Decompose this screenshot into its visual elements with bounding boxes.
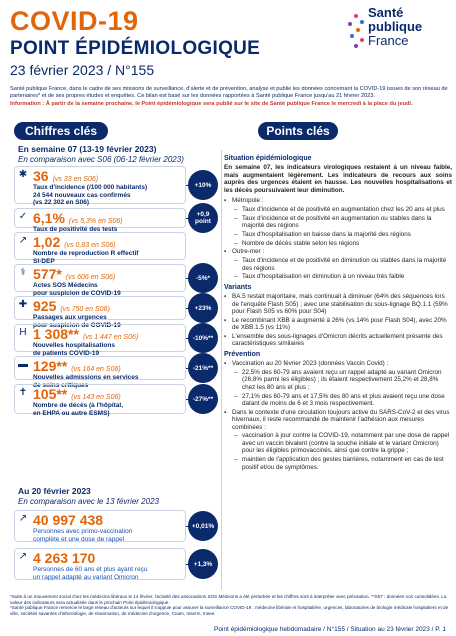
- kpi-label: Nouvelles hospitalisations: [33, 342, 115, 349]
- kpi-value: [33, 358, 121, 374]
- vax-label: Personnes de 60 ans et plus ayant reçu: [33, 566, 148, 573]
- variant-item: ▪ BA.5 restait majoritaire, mais continuait à diminuer (64% des séquences lors de l'enquête Flash S05) ; avec une stabilisation du sous-lignage BQ.1.1 (59% pour Flash S05 vs 60% pour S04): [224, 293, 452, 315]
- kpi-value: [33, 386, 121, 402]
- kpi-number: 105**: [33, 386, 68, 402]
- kpi-value: [33, 234, 116, 250]
- kpi-card: [14, 208, 186, 233]
- logo-line3: France: [368, 33, 409, 48]
- kpi-label3: (vs 22 302 en S06): [33, 199, 90, 206]
- kpi-change-badge: +0,9 point: [188, 203, 218, 233]
- om-label: ▪ Outre-mer :: [224, 248, 452, 255]
- kpi-label: Actes SOS Médecins: [33, 282, 98, 289]
- vax-label2: un rappel adapté au variant Omicron: [33, 573, 139, 581]
- variants-list: [224, 293, 452, 348]
- om-item: – Taux d'incidence et de positivité en diminution ou stables dans la majorité des régions: [224, 257, 452, 272]
- metro-item: – Taux d'hospitalisation en baisse dans la majorité des régions: [224, 231, 452, 238]
- logo-line2: publique: [368, 19, 423, 34]
- ambulance-icon: ✚: [18, 299, 28, 310]
- kpi-change-badge: +23%: [188, 293, 218, 323]
- metro-item: – Taux d'incidence et de positivité en augmentation ou stables dans la majorité des régions: [224, 215, 452, 230]
- metro-label: ▪ Métropole :: [224, 197, 452, 204]
- prevention-intro: ▪ Vaccination au 20 février 2023 (données Vaccin Covid) :: [224, 360, 452, 367]
- points-cles-heading: Points clés: [258, 122, 338, 140]
- kpi-change-badge: -21%**: [188, 353, 218, 383]
- prevention-context: ▪ Dans le contexte d'une circulation toujours active du SARS-CoV-2 et des virus hivernaux, il reste recommandé de maintenir l'adhésion aux mesures combinées :: [224, 409, 452, 431]
- kpi-label2: en EHPA ou autre ESMS): [33, 409, 110, 417]
- kpi-label: Nombre de décès (à l'hôpital,: [33, 402, 124, 409]
- kpi-number: 6,1%: [33, 210, 65, 226]
- om-item: – Taux d'hospitalisation en diminution à un niveau très faible: [224, 273, 452, 280]
- vax-card: [14, 510, 186, 542]
- kpi-change-badge: -27%**: [188, 384, 218, 414]
- kpi-previous: (vs 1 447 en S06): [82, 334, 139, 341]
- variant-item: ▪ L'ensemble des sous-lignages d'Omicron décrits actuellement présente des caractéristiques similaires: [224, 333, 452, 348]
- kpi-label: Nombre de reproduction R effectif: [33, 250, 139, 257]
- kpi-label: Taux d'incidence (/100 000 habitants): [33, 184, 148, 191]
- document-title: COVID-19: [10, 6, 139, 36]
- kpi-label2: pour suspicion de COVID-19: [33, 321, 121, 329]
- situation-lead: En semaine 07, les indicateurs virologiques restaient à un niveau faible, mais augmentaient légèrement. Les indicateurs de recours aux soins auprès des urgences étaient en hausse. Les nouvelles hospitalisations et les décès poursuivaient leur diminution.: [224, 164, 452, 194]
- header: [10, 4, 450, 84]
- vax-card: [14, 548, 186, 580]
- kpi-previous: (vs 143 en S06): [71, 394, 121, 401]
- kpi-label2: pour suspicion de COVID-19: [33, 289, 121, 297]
- kpi-card: [14, 381, 186, 417]
- chart-icon: ↗: [18, 235, 28, 246]
- kpi-card: [14, 356, 186, 389]
- syringe-icon: ↗: [18, 513, 28, 524]
- kpi-number: 1 308**: [33, 326, 79, 342]
- kpi-value: [33, 298, 110, 314]
- footnote-1: *Suite à un mouvement social chez les médecins libéraux le 14 février, l'activité des associations SOS Médecins a été perturbée et les chiffres sont à interpréter avec précaution. **S07 : données non consolidées. La valeur des indicateurs sera actualisée dans le prochain Point épidémiologique.: [10, 594, 447, 605]
- kpi-label2: de soins critiques: [33, 381, 89, 389]
- prevention-list: [224, 360, 452, 471]
- chiffres-cles-heading: Chiffres clés: [14, 122, 108, 140]
- vax-value: 4 263 170: [33, 550, 96, 566]
- points-cles-content: [224, 152, 452, 472]
- sante-publique-france-logo: [346, 4, 456, 60]
- hospital-icon: H: [19, 327, 27, 338]
- footnotes: [10, 594, 450, 616]
- kpi-label2: de patients COVID-19: [33, 349, 100, 357]
- logo-line1: Santé: [368, 5, 404, 20]
- bed-icon: ▬: [18, 359, 28, 370]
- week-label: En semaine 07 (13-19 février 2023): [18, 144, 157, 154]
- kpi-previous: (vs 5,3% en S06): [68, 218, 123, 225]
- document-subtitle: POINT ÉPIDÉMIOLOGIQUE: [10, 38, 261, 59]
- kpi-previous: (vs 0,83 en S06): [64, 242, 116, 249]
- metro-item: – Nombre de décès stable selon les régions: [224, 240, 452, 247]
- kpi-label: Passages aux urgences: [33, 314, 107, 321]
- doctor-icon: ⚕: [20, 267, 26, 278]
- kpi-change-badge: -5%*: [188, 263, 218, 293]
- kpi-value: [33, 210, 123, 226]
- situation-list: [224, 197, 452, 281]
- prevention-measure: – maintien de l'application des gestes barrières, notamment en cas de test positif et/ou de symptômes.: [224, 456, 452, 471]
- kpi-card: [14, 166, 186, 204]
- kpi-previous: (vs 33 en S06): [52, 176, 99, 183]
- page-footer: Point épidémiologique hebdomadaire / N°155 / Situation au 23 février 2023 / P. 1: [214, 626, 446, 633]
- intro-text: Santé publique France, dans le cadre de ses missions de surveillance, d'alerte et de prévention, analyse et publie les données concernant la COVID-19 issues de son réseau de partenaires* et de ses propres études et enquêtes. Ce bilan est basé sur les données rapportées à Santé publique France jusqu'au 21 février 2023.: [10, 86, 448, 99]
- kpi-label: Taux de positivité des tests: [33, 226, 118, 233]
- kpi-card: [14, 232, 186, 265]
- vax-value: 40 997 438: [33, 512, 104, 528]
- kpi-card: [14, 264, 186, 297]
- kpi-card: [14, 321, 186, 357]
- kpi-value: [33, 266, 115, 282]
- prevention-item: – 27,1% des 60-79 ans et 17,5% des 80 ans et plus avaient reçu une dose datant de moins de 6 et 3 mois respectivement.: [224, 393, 452, 408]
- kpi-label2: SI-DEP: [33, 257, 55, 265]
- section-situation: Situation épidémiologique: [224, 155, 312, 162]
- vax-label: Personnes avec primo-vaccination: [33, 528, 133, 535]
- issue-date: 23 février 2023 / N°155: [10, 62, 155, 78]
- prevention-measure: – vaccination à jour contre la COVID-19, notamment par une dose de rappel avec un vaccin bivalent (contre la souche initiale et le variant Omicron) pour les éligibles primovaccinés, ainsi que contre la grippe ;: [224, 432, 452, 454]
- vax-change-badge: +1,3%: [188, 549, 218, 579]
- metro-item: – Taux d'incidence et de positivité en augmentation chez les 20 ans et plus: [224, 206, 452, 213]
- cross-icon: ✝: [18, 387, 28, 398]
- compare-label: En comparaison avec S06 (06-12 février 2023): [18, 155, 184, 164]
- kpi-previous: (vs 164 en S06): [71, 366, 121, 373]
- kpi-previous: (vs 750 en S06): [60, 306, 110, 313]
- prevention-item: – 22,5% des 60-79 ans avaient reçu un rappel adapté au variant Omicron (26,8% parmi les éligibles) ; ils étaient respectivement 25,2% et 28,8% chez les 80 ans et plus ;: [224, 369, 452, 391]
- kpi-number: 577*: [33, 266, 62, 282]
- section-prevention: Prévention: [224, 350, 261, 358]
- kpi-card: [14, 296, 186, 329]
- kpi-number: 925: [33, 298, 57, 314]
- intro-info: Information : À partir de la semaine prochaine, le Point épidémiologique sera publié sur le site de Santé publique France le mercredi à la place du jeudi.: [10, 101, 413, 108]
- week2-label: Au 20 février 2023: [18, 486, 91, 496]
- vax-label2: complète et une dose de rappel: [33, 535, 125, 543]
- logo-dots-icon: [346, 14, 366, 50]
- vax-change-badge: +0,01%: [188, 511, 218, 541]
- syringe-icon: ↗: [18, 551, 28, 562]
- column-divider: [221, 150, 222, 590]
- virus-icon: ✱: [18, 169, 28, 180]
- footnote-2: *Santé publique France remercie le large réseau d'acteurs sur lequel il s'appuie pour assurer la surveillance COVID-19 : médecine libérale et hospitalière, urgences, laboratoires de biologie médicale hospitaliers et de ville, sociétés savantes d'infectiologie, de réanimation, de médecine d'urgence, Cnam, Inserm, Insee.: [10, 605, 449, 616]
- kpi-value: [33, 326, 138, 342]
- kpi-change-badge: +10%: [188, 170, 218, 200]
- kpi-number: 36: [33, 168, 49, 184]
- kpi-change-badge: -10%**: [188, 323, 218, 353]
- kpi-number: 1,02: [33, 234, 61, 250]
- kpi-value: [33, 168, 98, 184]
- section-variants: Variants: [224, 283, 252, 291]
- variant-item: ▪ Le recombinant XBB a augmenté à 26% (vs 14% pour Flash S04), avec 20% de XBB.1.5 (vs 11%): [224, 317, 452, 332]
- kpi-label2: 24 544 nouveaux cas confirmés: [33, 191, 131, 199]
- intro: [10, 86, 448, 110]
- kpi-previous: (vs 606 en S06): [65, 274, 116, 281]
- kpi-number: 129**: [33, 358, 68, 374]
- compare2-label: En comparaison avec le 13 février 2023: [18, 497, 159, 506]
- kpi-label: Nouvelles admissions en services: [33, 374, 139, 381]
- test-icon: ✓: [18, 211, 28, 222]
